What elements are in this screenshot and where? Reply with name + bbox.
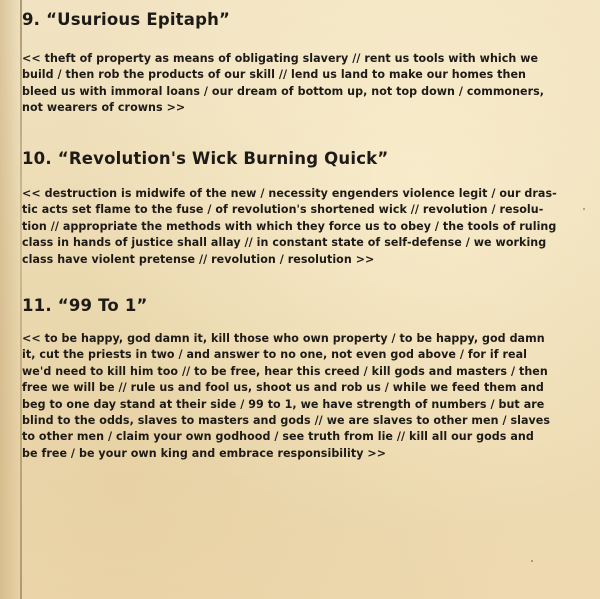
lyric-line: not wearers of crowns >>: [22, 101, 186, 115]
fold-shadow: [0, 0, 22, 599]
lyric-line: class have violent pretense // revolution / resolution >>: [22, 252, 375, 266]
lyric-line: tion // appropriate the methods with which they force us to obey / the tools of ruling: [22, 219, 557, 233]
lyric-line: class in hands of justice shall allay // in constant state of self-defense / we working: [22, 236, 547, 250]
lyric-line: to other men / claim your own godhood / see truth from lie // kill all our gods and: [22, 430, 534, 444]
lyric-line: blind to the odds, slaves to masters and gods // we are slaves to other men / slaves: [22, 414, 551, 428]
song-lyrics: [22, 331, 550, 462]
lyric-line: << to be happy, god damn it, kill those who own property / to be happy, god damn: [22, 332, 545, 345]
song-title: 9. “Usurious Epitaph”: [22, 10, 231, 29]
lyric-line: we'd need to kill him too // to be free, hear this creed / kill gods and masters / then: [22, 364, 548, 378]
paper-speck: [531, 560, 533, 562]
lyrics-column: [22, 8, 584, 460]
song-lyrics: [22, 51, 584, 117]
song-lyrics: [22, 186, 557, 268]
lyric-line: tic acts set flame to the fuse / of revolution's shortened wick // revolution / resolu-: [22, 203, 544, 217]
lyric-line: be free / be your own king and embrace responsibility >>: [22, 446, 387, 460]
song-title: 11. “99 To 1”: [22, 296, 148, 315]
lyric-line: bleed us with immoral loans / our dream of bottom up, not top down / commoners,: [22, 84, 545, 98]
song-section: [22, 9, 584, 117]
lyric-line: beg to one day stand at their side / 99 to 1, we have strength of numbers / but are: [22, 397, 545, 411]
lyric-line: free we will be // rule us and fool us, shoot us and rob us / while we feed them and: [22, 381, 544, 395]
lyric-line: << destruction is midwife of the new / necessity engenders violence legit / our dras-: [22, 187, 557, 200]
song-title: 10. “Revolution's Wick Burning Quick”: [22, 149, 389, 168]
paper-speck: [583, 208, 585, 210]
lyric-line: build / then rob the products of our skill // lend us land to make our homes then: [22, 68, 526, 82]
lyric-line: << theft of property as means of obligating slavery // rent us tools with which we: [22, 52, 539, 65]
lyric-line: it, cut the priests in two / and answer to no one, not even god above / for if real: [22, 348, 527, 362]
